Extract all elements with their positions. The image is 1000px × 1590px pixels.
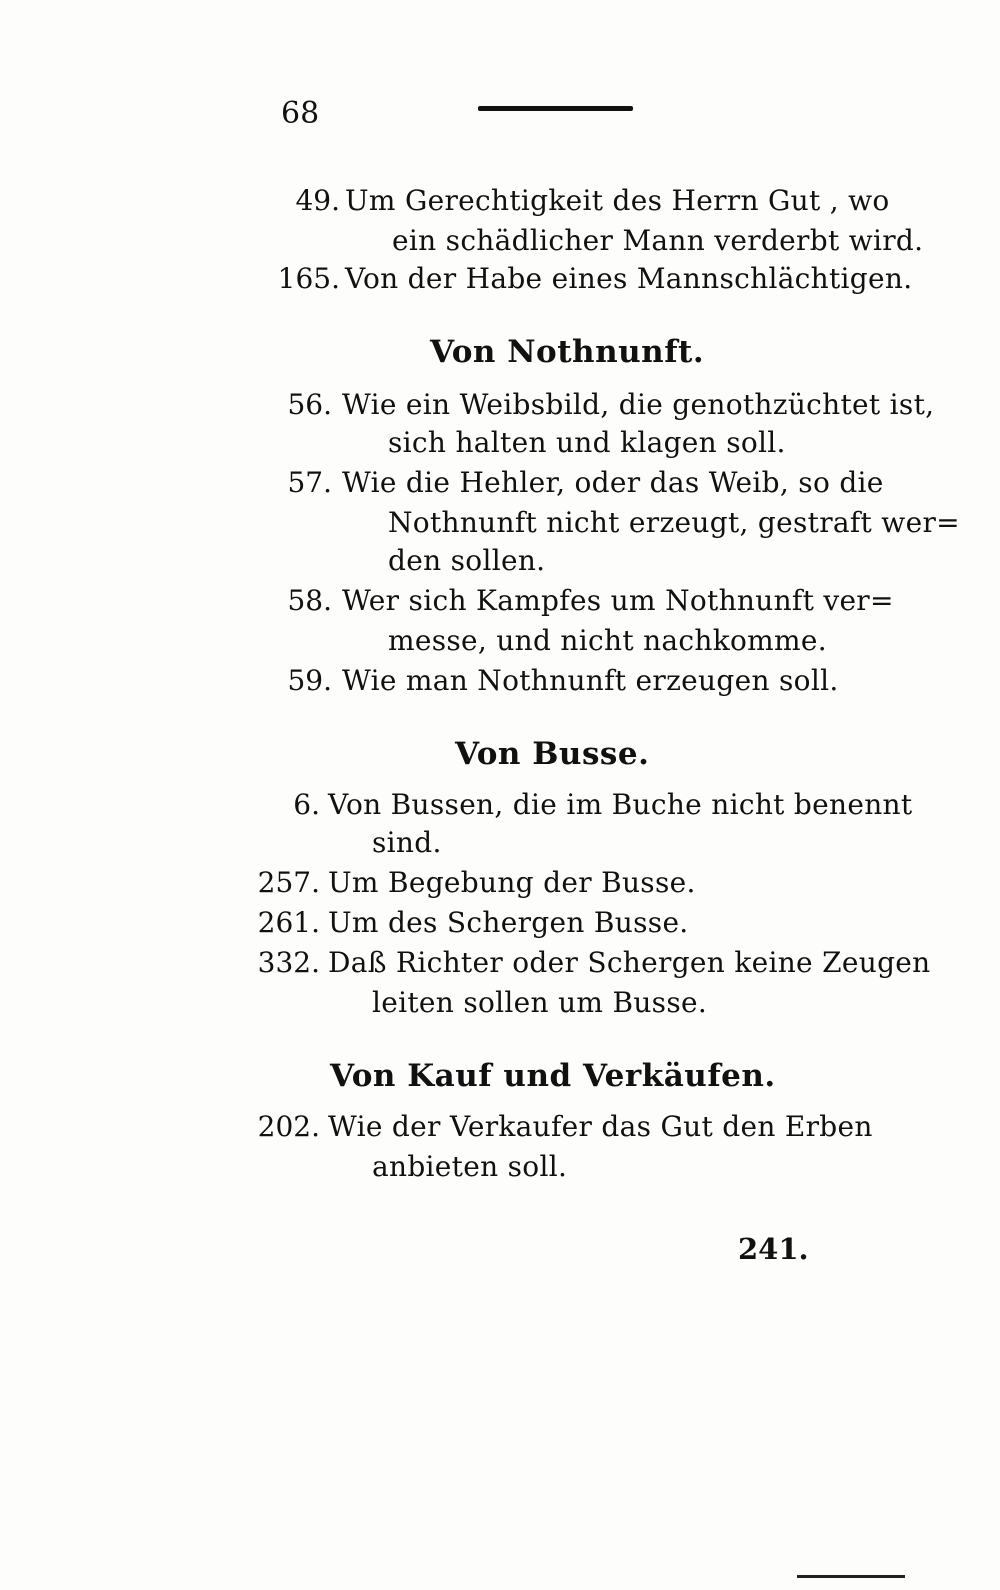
entry-text-line: leiten sollen um Busse. xyxy=(372,986,708,1019)
entry-text-line: den sollen. xyxy=(388,544,546,577)
entry-number: 202. xyxy=(257,1110,320,1143)
section-heading: Von Busse. xyxy=(455,736,650,772)
entry-text-line: messe, und nicht nachkomme. xyxy=(388,624,827,657)
entry-text-line: Wer sich Kampfes um Nothnunft ver= xyxy=(342,584,894,617)
entry-text-line: sich halten und klagen soll. xyxy=(388,426,786,459)
entry-text-line: Wie der Verkaufer das Gut den Erben xyxy=(328,1110,873,1143)
entry-number: 57. xyxy=(287,466,332,499)
entry-number: 332. xyxy=(257,946,320,979)
entry-text-line: sind. xyxy=(372,826,442,859)
entry-text-line: Um Begebung der Busse. xyxy=(328,866,696,899)
entry-number: 257. xyxy=(257,866,320,899)
entry-text-line: Wie ein Weibsbild, die genothzüchtet ist, xyxy=(342,388,935,421)
entry-number: 59. xyxy=(287,664,332,697)
entry-text-line: anbieten soll. xyxy=(372,1150,568,1183)
entry-number: 6. xyxy=(293,788,320,821)
entry-text-line: Daß Richter oder Schergen keine Zeugen xyxy=(328,946,931,979)
entry-text-line: Wie man Nothnunft erzeugen soll. xyxy=(342,664,839,697)
header-rule xyxy=(478,106,633,111)
entry-text-line: Um des Schergen Busse. xyxy=(328,906,689,939)
entry-number: 165. xyxy=(277,262,340,295)
page-number: 68 xyxy=(281,96,320,131)
entry-text-line: Von der Habe eines Mannschlächtigen. xyxy=(345,262,913,295)
entry-text-line: ein schädlicher Mann verderbt wird. xyxy=(392,224,924,257)
entry-number: 56. xyxy=(287,388,332,421)
entry-number: 261. xyxy=(257,906,320,939)
entry-text-line: Wie die Hehler, oder das Weib, so die xyxy=(342,466,884,499)
section-heading: Von Kauf und Verkäufen. xyxy=(330,1058,776,1094)
entry-number: 49. xyxy=(295,184,340,217)
scan-edge-mark xyxy=(797,1575,905,1578)
entry-number: 58. xyxy=(287,584,332,617)
entry-text-line: Von Bussen, die im Buche nicht benennt xyxy=(328,788,913,821)
entry-text-line: Nothnunft nicht erzeugt, gestraft wer= xyxy=(388,506,960,539)
entry-text-line: Um Gerechtigkeit des Herrn Gut , wo xyxy=(345,184,890,217)
catchword: 241. xyxy=(738,1232,809,1266)
section-heading: Von Nothnunft. xyxy=(430,334,705,370)
